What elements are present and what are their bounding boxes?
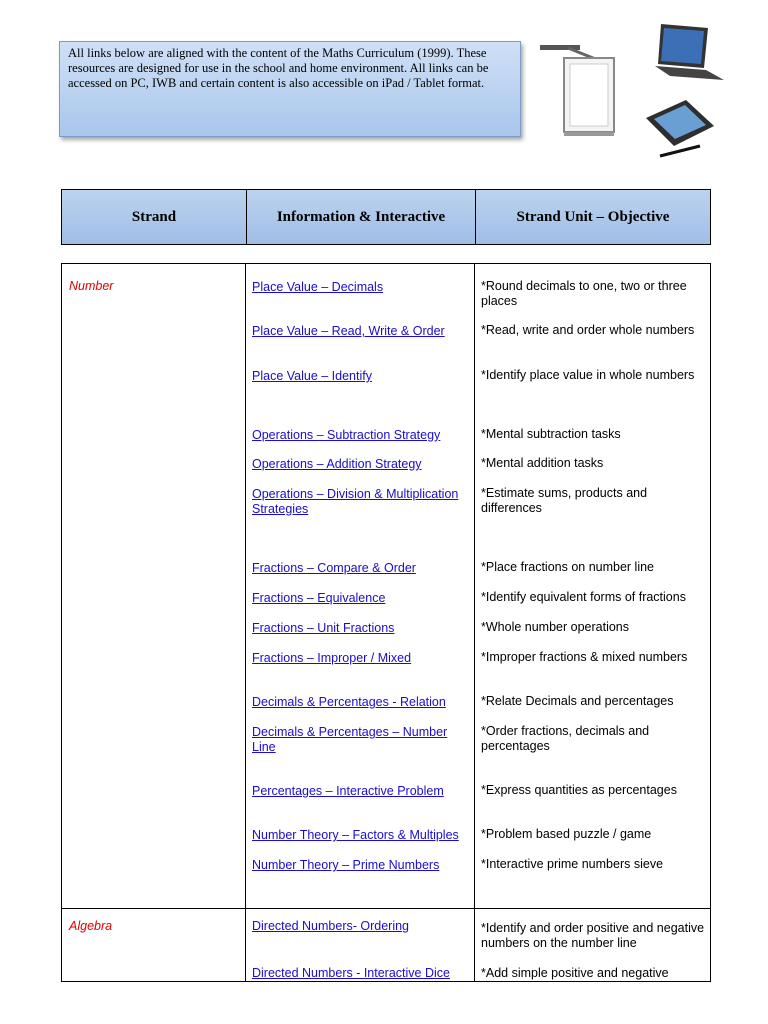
link-directed-numbers-ordering[interactable]: Directed Numbers- Ordering — [252, 919, 409, 933]
objective-text: *Mental addition tasks — [481, 456, 604, 470]
strand-algebra: Algebra — [69, 919, 113, 933]
column-divider — [474, 264, 475, 981]
table-header — [61, 189, 711, 245]
objective-text: *Relate Decimals and percentages — [481, 694, 674, 708]
objective-text: *Problem based puzzle / game — [481, 827, 652, 841]
objective-text: *Read, write and order whole numbers — [481, 323, 695, 337]
objective-text: *Order fractions, decimals and percentages — [481, 724, 650, 753]
objective-text: *Mental subtraction tasks — [481, 427, 621, 441]
link-fractions-improper-mixed[interactable]: Fractions – Improper / Mixed — [252, 651, 412, 665]
strand-number: Number — [69, 279, 114, 293]
intro-text: All links below are aligned with the content of the Maths Curriculum (1999). These resources are designed for use in the school and home environment. All links can be accessed on PC, IWB and certain content is also accessible on iPad / Tablet format. — [68, 46, 489, 90]
tablet-icon — [646, 100, 714, 156]
link-decimals-percentages-number-line[interactable]: Decimals & Percentages – Number Line — [252, 725, 448, 754]
row-divider — [62, 908, 710, 909]
link-fractions-unit[interactable]: Fractions – Unit Fractions — [252, 621, 395, 635]
objective-text: *Improper fractions & mixed numbers — [481, 650, 688, 664]
link-number-theory-factors-multiples[interactable]: Number Theory – Factors & Multiples — [252, 828, 459, 842]
objective-text: *Estimate sums, products and differences — [481, 486, 648, 515]
link-percentages-interactive-problem[interactable]: Percentages – Interactive Problem — [252, 784, 444, 798]
objective-text: *Identify place value in whole numbers — [481, 368, 695, 382]
objective-text: *Whole number operations — [481, 620, 629, 634]
column-divider — [245, 264, 246, 981]
link-directed-numbers-interactive-dice[interactable]: Directed Numbers - Interactive Dice — [252, 966, 450, 980]
objective-text: *Round decimals to one, two or three places — [481, 279, 687, 308]
link-operations-division-multiplication[interactable]: Operations – Division & Multiplication Strategies — [252, 487, 459, 516]
objective-text: *Interactive prime numbers sieve — [481, 857, 664, 871]
intro-box — [59, 41, 521, 137]
objective-text: *Add simple positive and negative — [481, 966, 669, 980]
header-strand-unit-objective: Strand Unit – Objective — [476, 190, 711, 245]
header-strand: Strand — [62, 190, 247, 245]
objective-text: *Express quantities as percentages — [481, 783, 677, 797]
link-operations-addition[interactable]: Operations – Addition Strategy — [252, 457, 422, 471]
objective-text: *Identify and order positive and negative numbers on the number line — [481, 921, 705, 950]
objective-text: *Identify equivalent forms of fractions — [481, 590, 686, 604]
objective-text: *Place fractions on number line — [481, 560, 655, 574]
link-fractions-compare-order[interactable]: Fractions – Compare & Order — [252, 561, 416, 575]
link-operations-subtraction[interactable]: Operations – Subtraction Strategy — [252, 428, 441, 442]
resources-table — [61, 263, 711, 982]
interactive-whiteboard-icon — [540, 45, 614, 136]
link-place-value-identify[interactable]: Place Value – Identify — [252, 369, 372, 383]
link-decimals-percentages-relation[interactable]: Decimals & Percentages - Relation — [252, 695, 446, 709]
link-number-theory-prime-numbers[interactable]: Number Theory – Prime Numbers — [252, 858, 440, 872]
link-place-value-read-write-order[interactable]: Place Value – Read, Write & Order — [252, 324, 445, 338]
device-illustrations — [528, 18, 748, 168]
laptop-icon — [655, 24, 724, 80]
link-place-value-decimals[interactable]: Place Value – Decimals — [252, 280, 384, 294]
header-info-interactive: Information & Interactive — [247, 190, 476, 245]
link-fractions-equivalence[interactable]: Fractions – Equivalence — [252, 591, 386, 605]
